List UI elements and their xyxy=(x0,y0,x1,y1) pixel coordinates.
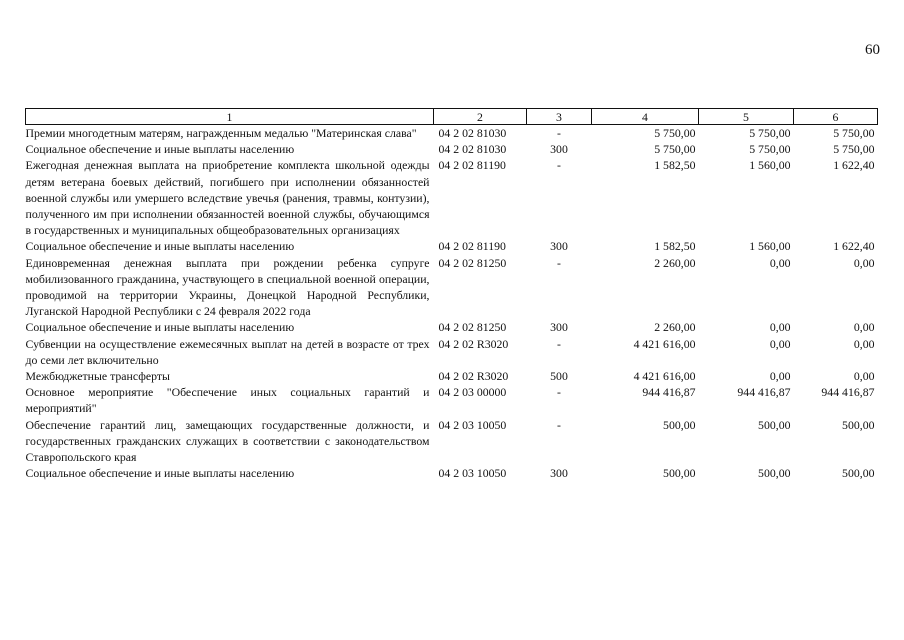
budget-table xyxy=(25,108,878,481)
row-expense-type: 300 xyxy=(550,466,568,481)
row-name: Единовременная денежная выплата при рождении ребенка супруге мобилизованного гражданина, участвующего в специальной военной операции, проводимой на территории Украины, Донецкой Народной Республики, Луганской Народной Республики с 24 февраля 2022 года xyxy=(25,255,430,319)
table-row xyxy=(26,125,878,142)
row-amount-col4: 1 582,50 xyxy=(654,158,696,173)
row-name: Социальное обеспечение и иные выплаты населению xyxy=(25,320,295,335)
row-amount-col6: 944 416,87 xyxy=(821,385,875,400)
row-expense-type: - xyxy=(557,385,561,400)
row-name: Межбюджетные трансферты xyxy=(25,369,170,384)
row-amount-col5: 0,00 xyxy=(769,320,791,335)
column-header-3: 3 xyxy=(527,109,592,125)
row-amount-col6: 1 622,40 xyxy=(833,239,875,254)
table-row xyxy=(26,384,878,416)
row-amount-col4: 500,00 xyxy=(663,417,696,432)
row-target-code: 04 2 02 81190 xyxy=(438,239,506,254)
page-number: 60 xyxy=(865,42,880,58)
row-amount-col5: 500,00 xyxy=(758,466,791,481)
row-target-code: 04 2 02 81250 xyxy=(438,255,507,270)
row-expense-type: 300 xyxy=(550,142,568,157)
column-header-2: 2 xyxy=(434,109,527,125)
header-row xyxy=(26,109,878,125)
row-expense-type: - xyxy=(557,255,561,270)
row-amount-col4: 1 582,50 xyxy=(654,239,696,254)
row-amount-col4: 5 750,00 xyxy=(654,126,696,140)
row-amount-col6: 500,00 xyxy=(842,466,875,481)
column-header-6: 6 xyxy=(794,109,878,125)
row-name: Обеспечение гарантий лиц, замещающих государственные должности, и государственных гражданских служащих в соответствии с законодательством Ставропольского края xyxy=(25,417,430,465)
row-expense-type: - xyxy=(557,417,561,432)
row-amount-col4: 500,00 xyxy=(663,466,696,481)
row-name: Ежегодная денежная выплата на приобретение комплекта школьной одежды детям ветерана боевых действий, погибшего при исполнении обязанностей военной службы или умершего вследствие увечья (ранения, травмы, контузии), полученного им при исполнении обязанностей военной службы, обучающимся в государственных и муниципальных общеобразовательных организациях xyxy=(25,158,430,238)
row-target-code: 04 2 03 10050 xyxy=(438,417,507,432)
row-target-code: 04 2 02 81250 xyxy=(438,320,507,335)
row-amount-col6: 0,00 xyxy=(853,369,875,384)
table-row xyxy=(26,319,878,335)
row-amount-col4: 944 416,87 xyxy=(642,385,696,400)
row-amount-col5: 0,00 xyxy=(769,369,791,384)
column-header-4: 4 xyxy=(592,109,699,125)
column-header-1: 1 xyxy=(26,109,434,125)
row-amount-col5: 944 416,87 xyxy=(737,385,791,400)
row-amount-col6: 0,00 xyxy=(853,320,875,335)
row-expense-type: - xyxy=(557,336,561,351)
row-amount-col5: 500,00 xyxy=(758,417,791,432)
row-target-code: 04 2 03 00000 xyxy=(438,385,507,400)
row-expense-type: 500 xyxy=(550,369,568,384)
row-amount-col6: 5 750,00 xyxy=(833,126,875,140)
row-amount-col6: 1 622,40 xyxy=(833,158,875,173)
row-amount-col5: 0,00 xyxy=(769,255,791,270)
row-target-code: 04 2 02 R3020 xyxy=(438,369,509,384)
row-amount-col6: 0,00 xyxy=(853,336,875,351)
row-amount-col5: 1 560,00 xyxy=(749,239,791,254)
row-target-code: 04 2 02 R3020 xyxy=(438,336,509,351)
table-row xyxy=(26,336,878,368)
row-amount-col5: 1 560,00 xyxy=(749,158,791,173)
row-expense-type: - xyxy=(557,158,561,173)
row-amount-col6: 0,00 xyxy=(853,255,875,270)
row-expense-type: 300 xyxy=(550,239,568,254)
row-target-code: 04 2 03 10050 xyxy=(438,466,507,481)
column-header-5: 5 xyxy=(699,109,794,125)
table-row xyxy=(26,368,878,384)
row-name: Премии многодетным матерям, награжденным медалью "Материнская слава" xyxy=(25,126,417,140)
table-row xyxy=(26,238,878,254)
row-name: Основное мероприятие "Обеспечение иных социальных гарантий и мероприятий" xyxy=(25,385,430,416)
row-amount-col4: 2 260,00 xyxy=(654,255,696,270)
row-amount-col6: 5 750,00 xyxy=(833,142,875,157)
table-row xyxy=(26,465,878,481)
row-name: Социальное обеспечение и иные выплаты населению xyxy=(25,142,295,157)
row-expense-type: - xyxy=(557,126,561,140)
row-amount-col5: 0,00 xyxy=(769,336,791,351)
row-expense-type: 300 xyxy=(550,320,568,335)
table-row xyxy=(26,255,878,320)
row-amount-col4: 5 750,00 xyxy=(654,142,696,157)
row-amount-col4: 2 260,00 xyxy=(654,320,696,335)
row-target-code: 04 2 02 81190 xyxy=(438,158,506,173)
table-row xyxy=(26,417,878,466)
row-name: Субвенции на осуществление ежемесячных выплат на детей в возрасте от трех до семи лет включительно xyxy=(25,336,430,367)
row-amount-col6: 500,00 xyxy=(842,417,875,432)
row-target-code: 04 2 02 81030 xyxy=(438,142,507,157)
row-amount-col4: 4 421 616,00 xyxy=(633,369,696,384)
row-amount-col5: 5 750,00 xyxy=(749,142,791,157)
row-amount-col5: 5 750,00 xyxy=(749,126,791,140)
row-amount-col4: 4 421 616,00 xyxy=(633,336,696,351)
row-name: Социальное обеспечение и иные выплаты населению xyxy=(25,239,295,254)
row-name: Социальное обеспечение и иные выплаты населению xyxy=(25,466,295,481)
table-row xyxy=(26,141,878,157)
row-target-code: 04 2 02 81030 xyxy=(438,126,507,140)
table-row xyxy=(26,157,878,238)
